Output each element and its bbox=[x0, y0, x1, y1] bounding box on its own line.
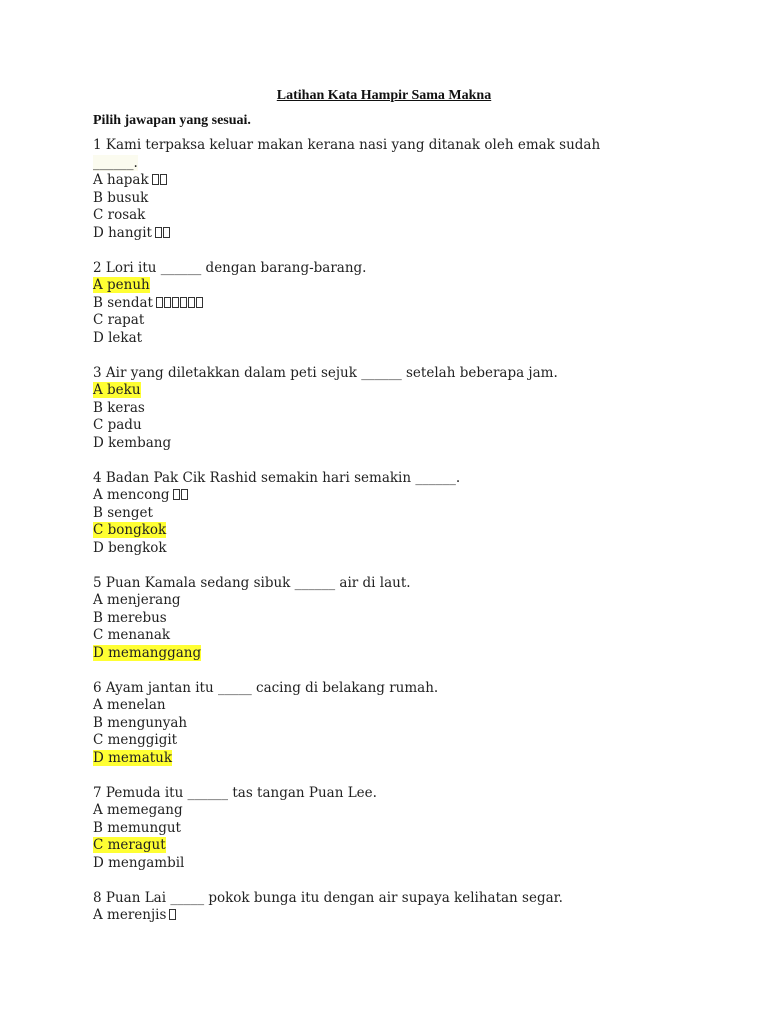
missing-glyph-icon bbox=[155, 227, 162, 238]
answer-option bbox=[93, 295, 693, 313]
answer-option-text: B sendat bbox=[93, 294, 153, 311]
question-stem-text: 3 Air yang diletakkan dalam peti sejuk ______ setelah beberapa jam. bbox=[93, 364, 558, 381]
answer-option bbox=[93, 645, 693, 663]
question-stem-text: 1 Kami terpaksa keluar makan kerana nasi yang ditanak oleh emak sudah bbox=[93, 137, 601, 153]
answer-option bbox=[93, 697, 693, 715]
question-stem-line bbox=[93, 680, 693, 698]
question-list bbox=[93, 137, 693, 942]
answer-option bbox=[93, 172, 693, 190]
question-stem-line bbox=[93, 365, 693, 383]
answer-option-highlighted: D mematuk bbox=[93, 749, 173, 766]
question-5 bbox=[93, 575, 693, 663]
missing-glyph-icon bbox=[188, 297, 195, 308]
question-1 bbox=[93, 137, 693, 242]
question-stem-text: 6 Ayam jantan itu _____ cacing di belakang rumah. bbox=[93, 679, 439, 696]
answer-option bbox=[93, 207, 693, 225]
answer-option-text: C menanak bbox=[93, 627, 171, 643]
question-2 bbox=[93, 260, 693, 348]
answer-option bbox=[93, 837, 693, 855]
answer-option bbox=[93, 435, 693, 453]
answer-option bbox=[93, 190, 693, 208]
answer-option-text: C padu bbox=[93, 417, 142, 433]
answer-option bbox=[93, 732, 693, 750]
question-8 bbox=[93, 890, 693, 925]
question-stem-line bbox=[93, 260, 693, 278]
answer-option-text: C menggigit bbox=[93, 732, 178, 748]
instruction-text: Pilih jawapan yang sesuai. bbox=[93, 113, 251, 128]
missing-glyph-icon bbox=[156, 297, 163, 308]
answer-option-highlighted: C meragut bbox=[93, 837, 166, 853]
missing-glyph-icon bbox=[172, 297, 179, 308]
question-stem-text: 8 Puan Lai _____ pokok bunga itu dengan air supaya kelihatan segar. bbox=[93, 889, 563, 906]
answer-option-text: B memungut bbox=[93, 819, 181, 836]
question-stem-line bbox=[93, 575, 693, 593]
question-4 bbox=[93, 470, 693, 558]
answer-option bbox=[93, 225, 693, 243]
answer-option bbox=[93, 277, 693, 295]
answer-option bbox=[93, 487, 693, 505]
answer-option bbox=[93, 610, 693, 628]
answer-option-highlighted: D memanggang bbox=[93, 644, 202, 661]
missing-glyph-boxes bbox=[156, 295, 204, 311]
question-stem-text: 7 Pemuda itu ______ tas tangan Puan Lee. bbox=[93, 784, 377, 801]
answer-option bbox=[93, 400, 693, 418]
missing-glyph-boxes bbox=[169, 907, 177, 923]
answer-option bbox=[93, 522, 693, 540]
question-stem-text: ______. bbox=[93, 154, 138, 171]
answer-option-highlighted: A beku bbox=[93, 382, 141, 398]
answer-option-text: A merenjis bbox=[93, 907, 167, 923]
missing-glyph-icon bbox=[152, 174, 159, 185]
answer-option-text: D mengambil bbox=[93, 854, 185, 871]
missing-glyph-icon bbox=[169, 909, 176, 920]
question-3 bbox=[93, 365, 693, 453]
answer-option bbox=[93, 330, 693, 348]
answer-option-text: D kembang bbox=[93, 434, 172, 451]
missing-glyph-icon bbox=[173, 489, 180, 500]
question-stem-line bbox=[93, 470, 693, 488]
missing-glyph-icon bbox=[181, 489, 188, 500]
answer-option-text: A menelan bbox=[93, 697, 166, 713]
answer-option-text: D bengkok bbox=[93, 539, 167, 556]
answer-option-text: A hapak bbox=[93, 172, 149, 188]
question-stem-text: 5 Puan Kamala sedang sibuk ______ air di laut. bbox=[93, 574, 411, 591]
answer-option-text: B mengunyah bbox=[93, 714, 188, 731]
question-stem-line bbox=[93, 155, 693, 173]
answer-option-text: B busuk bbox=[93, 189, 149, 206]
question-stem-line bbox=[93, 137, 693, 155]
answer-option bbox=[93, 417, 693, 435]
answer-option-text: A menjerang bbox=[93, 592, 181, 608]
answer-option bbox=[93, 750, 693, 768]
missing-glyph-boxes bbox=[155, 225, 171, 241]
document-title: Latihan Kata Hampir Sama Makna bbox=[276, 88, 492, 103]
answer-option-text: B merebus bbox=[93, 609, 167, 626]
answer-option-text: A mencong bbox=[93, 487, 170, 503]
answer-option bbox=[93, 312, 693, 330]
answer-option-highlighted: C bongkok bbox=[93, 522, 167, 538]
answer-option bbox=[93, 855, 693, 873]
missing-glyph-icon bbox=[180, 297, 187, 308]
answer-option-text: B keras bbox=[93, 399, 145, 416]
question-stem-line bbox=[93, 890, 693, 908]
missing-glyph-icon bbox=[164, 297, 171, 308]
answer-option bbox=[93, 540, 693, 558]
answer-option-text: D lekat bbox=[93, 329, 143, 346]
answer-option bbox=[93, 592, 693, 610]
missing-glyph-icon bbox=[196, 297, 203, 308]
question-6 bbox=[93, 680, 693, 768]
missing-glyph-icon bbox=[163, 227, 170, 238]
answer-option-text: D hangit bbox=[93, 224, 152, 241]
answer-option bbox=[93, 802, 693, 820]
answer-option-text: C rapat bbox=[93, 312, 145, 328]
answer-option-text: C rosak bbox=[93, 207, 146, 223]
question-stem-text: 4 Badan Pak Cik Rashid semakin hari semakin ______. bbox=[93, 469, 461, 486]
question-stem-line bbox=[93, 785, 693, 803]
missing-glyph-boxes bbox=[152, 172, 168, 188]
answer-option bbox=[93, 627, 693, 645]
answer-option-text: B senget bbox=[93, 504, 153, 521]
missing-glyph-icon bbox=[160, 174, 167, 185]
answer-option bbox=[93, 820, 693, 838]
answer-option bbox=[93, 505, 693, 523]
missing-glyph-boxes bbox=[173, 487, 189, 503]
answer-option bbox=[93, 907, 693, 925]
answer-option bbox=[93, 382, 693, 400]
question-7 bbox=[93, 785, 693, 873]
answer-option-highlighted: A penuh bbox=[93, 277, 150, 293]
answer-option-text: A memegang bbox=[93, 802, 183, 818]
question-stem-text: 2 Lori itu ______ dengan barang-barang. bbox=[93, 259, 367, 276]
answer-option bbox=[93, 715, 693, 733]
